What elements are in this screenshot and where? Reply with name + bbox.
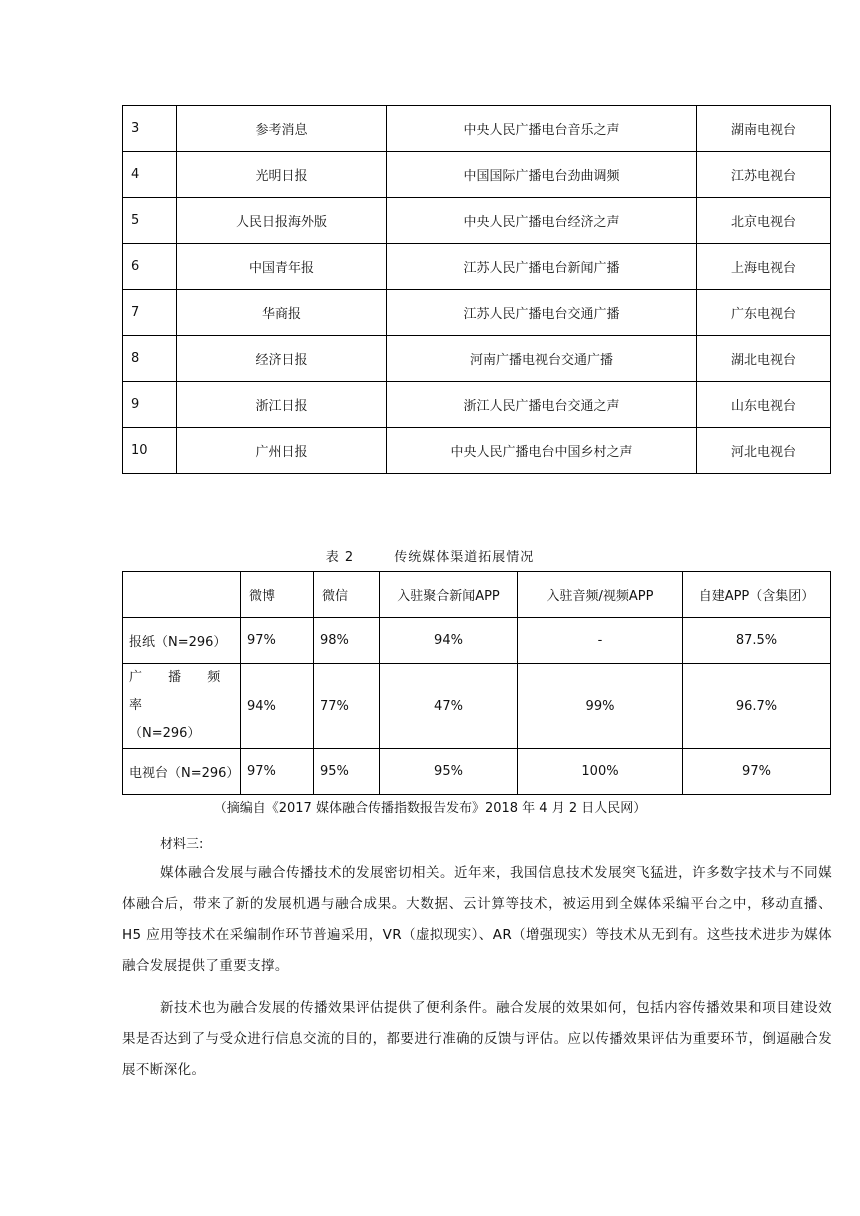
body-paragraph: 媒体融合发展与融合传播技术的发展密切相关。近年来，我国信息技术发展突飞猛进，许多数字技术与不同媒体融合后，带来了新的发展机遇与融合成果。大数据、云计算等技术，被运用到全媒体采编平台之中，移动直播、H5 应用等技术在采编制作环节普遍采用，VR（虚拟现实）、AR（增强现实）等技术从无到有。这些技术进步为媒体融合发展提供了重要支撑。	[122, 865, 832, 974]
table-cell: 北京电视台	[697, 198, 831, 244]
header-cell: 自建APP（含集团）	[683, 572, 831, 618]
table-cell: 光明日报	[177, 152, 387, 198]
table-cell: 江苏人民广播电台新闻广播	[387, 244, 697, 290]
row-label: 报纸（N=296）	[123, 618, 241, 664]
rank-cell: 7	[123, 290, 177, 336]
channel-expansion-table	[122, 571, 831, 795]
table-cell: 华商报	[177, 290, 387, 336]
table-row	[123, 198, 831, 244]
table-row	[123, 152, 831, 198]
table-cell: 广东电视台	[697, 290, 831, 336]
table-cell: 山东电视台	[697, 382, 831, 428]
row-label: 电视台（N=296）	[123, 749, 241, 795]
rank-cell: 4	[123, 152, 177, 198]
table-cell: 99%	[518, 664, 683, 749]
table-cell: 47%	[380, 664, 518, 749]
row-label	[123, 664, 241, 749]
table-cell: 94%	[380, 618, 518, 664]
table-cell: 95%	[314, 749, 380, 795]
table-cell: -	[518, 618, 683, 664]
table-cell: 97%	[241, 618, 314, 664]
table2-number: 表 2	[325, 550, 355, 565]
rank-cell: 9	[123, 382, 177, 428]
table-cell: 江苏人民广播电台交通广播	[387, 290, 697, 336]
table-row	[123, 428, 831, 474]
table-cell: 河南广播电视台交通广播	[387, 336, 697, 382]
rank-cell: 5	[123, 198, 177, 244]
table-row	[123, 664, 831, 749]
media-ranking-table-body	[123, 106, 831, 474]
table-cell: 湖北电视台	[697, 336, 831, 382]
table-row	[123, 749, 831, 795]
header-cell: 入驻聚合新闻APP	[380, 572, 518, 618]
table2-title	[0, 546, 860, 565]
table-row	[123, 618, 831, 664]
table-cell: 参考消息	[177, 106, 387, 152]
table-cell: 河北电视台	[697, 428, 831, 474]
table-cell: 87.5%	[683, 618, 831, 664]
table-row	[123, 336, 831, 382]
table-cell: 95%	[380, 749, 518, 795]
table-cell: 97%	[683, 749, 831, 795]
table-cell: 94%	[241, 664, 314, 749]
table-cell: 湖南电视台	[697, 106, 831, 152]
rank-cell: 6	[123, 244, 177, 290]
rank-cell: 3	[123, 106, 177, 152]
header-cell: 微信	[314, 572, 380, 618]
table-cell: 浙江日报	[177, 382, 387, 428]
table-cell: 人民日报海外版	[177, 198, 387, 244]
rank-cell: 10	[123, 428, 177, 474]
table-row	[123, 290, 831, 336]
rank-cell: 8	[123, 336, 177, 382]
table-cell: 96.7%	[683, 664, 831, 749]
table-cell: 广州日报	[177, 428, 387, 474]
row-label-line2: （N=296）	[129, 726, 201, 741]
table2-source-note: （摘编自《2017 媒体融合传播指数报告发布》2018 年 4 月 2 日人民网）	[213, 801, 647, 816]
media-ranking-table	[122, 105, 831, 474]
material-heading: 材料三:	[160, 837, 204, 852]
body-paragraph: 新技术也为融合发展的传播效果评估提供了便利条件。融合发展的效果如何，包括内容传播效果和项目建设效果是否达到了与受众进行信息交流的目的，都要进行准确的反馈与评估。应以传播效果评估为重要环节，倒逼融合发展不断深化。	[122, 1000, 832, 1078]
table-cell: 中央人民广播电台经济之声	[387, 198, 697, 244]
table-cell: 98%	[314, 618, 380, 664]
table-cell: 经济日报	[177, 336, 387, 382]
table-cell: 中央人民广播电台中国乡村之声	[387, 428, 697, 474]
table-cell: 中国青年报	[177, 244, 387, 290]
table-cell: 中央人民广播电台音乐之声	[387, 106, 697, 152]
table2-caption: 传统媒体渠道拓展情况	[394, 550, 535, 565]
header-cell	[123, 572, 241, 618]
table-row	[123, 244, 831, 290]
table-cell: 100%	[518, 749, 683, 795]
table-cell: 浙江人民广播电台交通之声	[387, 382, 697, 428]
table-cell: 77%	[314, 664, 380, 749]
header-cell: 入驻音频/视频APP	[518, 572, 683, 618]
table-row	[123, 382, 831, 428]
table-cell: 江苏电视台	[697, 152, 831, 198]
table-row	[123, 106, 831, 152]
table-cell: 上海电视台	[697, 244, 831, 290]
header-cell: 微博	[241, 572, 314, 618]
table-cell: 中国国际广播电台劲曲调频	[387, 152, 697, 198]
table-header-row	[123, 572, 831, 618]
table-cell: 97%	[241, 749, 314, 795]
row-label-line1: 广 播 频 率	[129, 670, 232, 713]
